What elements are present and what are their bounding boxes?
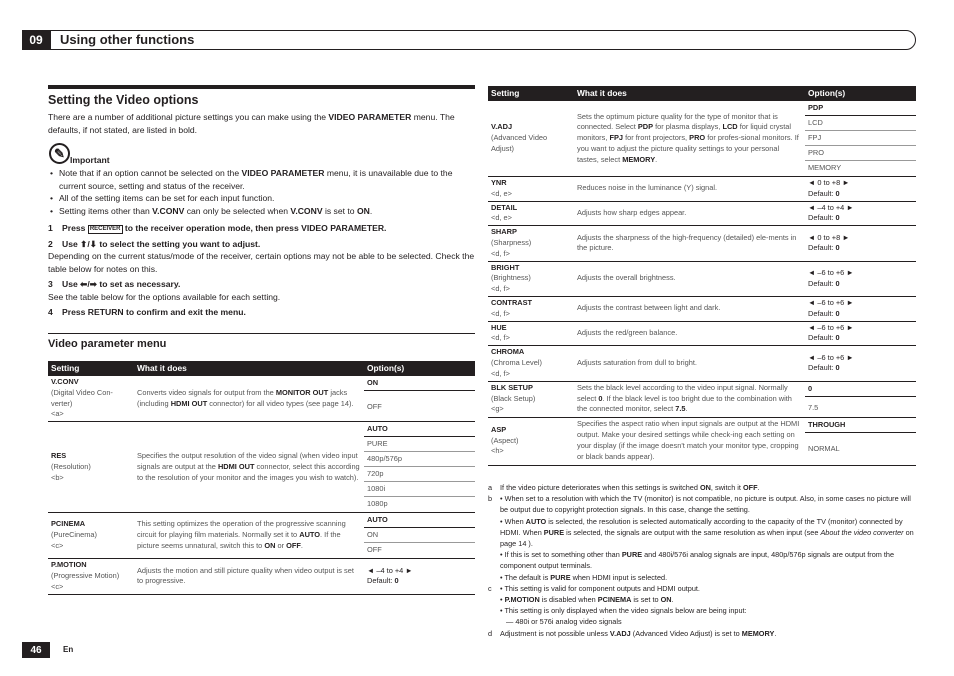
steps <box>48 222 476 319</box>
subsection-title: Video parameter menu <box>48 338 167 350</box>
video-parameter-table-left <box>48 361 475 595</box>
intro-text: There are a number of additional picture settings you can make using the VIDEO PARAMETER menu. The defaults, if not stated, are listed in bold. <box>48 112 455 135</box>
table-row: HUE <d, f> Adjusts the red/green balance. ◄ –6 to +6 ► Default: 0 <box>488 321 916 346</box>
receiver-key-icon: RECEIVER <box>89 226 121 232</box>
footnote-b-3: • If this is set to something other than PURE and 480i/576i analog signals are input, 480p/576p signals are output from the component output terminals. <box>500 550 895 571</box>
important-bullet: • All of the setting items can be set for each input function. <box>48 192 476 205</box>
footnote-c-2: • P.MOTION is disabled when PCINEMA is set to ON. <box>500 595 674 605</box>
footnote-b: b • When set to a resolution with which the TV (monitor) is not compatible, no picture is output. Also, in some cases no picture will be output due to copyright protection signals. In this case, change the setting. <box>488 494 911 515</box>
video-parameter-table-right <box>488 86 916 466</box>
footnote-d: d Adjustment is not possible unless V.ADJ (Advanced Video Adjust) is set to MEMORY. <box>488 628 777 638</box>
footnote-a: a If the video picture deteriorates when this settings is switched ON, switch it OFF. <box>488 483 760 492</box>
footnotes <box>488 482 918 639</box>
col-options: Option(s) <box>364 361 475 376</box>
important-bullet: • Setting items other than V.CONV can only be selected when V.CONV is set to ON. <box>48 205 476 218</box>
step-1: 1 Press RECEIVER to the receiver operation mode, then press VIDEO PARAMETER. <box>48 223 387 233</box>
table-row: P.MOTION (Progressive Motion) <c> Adjusts the motion and still picture quality when video output is set to progressive. ◄ –4 to +4 ► Default: 0 <box>48 559 475 594</box>
step-4: 4 Press RETURN to confirm and exit the menu. <box>48 307 246 317</box>
table-row: CHROMA (Chroma Level) <d, f> Adjusts saturation from dull to bright. ◄ –6 to +6 ► Default: 0 <box>488 346 916 381</box>
table-row: RES (Resolution) <b> Specifies the output resolution of the video signal (when video input signals are output at the HDMI OUT connector, select this according to the resolution of your monitor and the images you wish to watch). AUTO PURE 480p/576p 720p 1080i 1080p <box>48 422 475 513</box>
left-right-arrow-icon: ⬅/➡ <box>80 279 97 289</box>
table-row: ASP (Aspect) <h> Specifies the aspect ratio when input signals are output at the HDMI output. Make your desired settings while check-ing each setting on your display (if the image doesn't match your monitor type, cropping or black bands appear). THROUGH NORMAL <box>488 417 916 465</box>
step-3: 3 Use ⬅/➡ to set as necessary. <box>48 279 181 289</box>
table-row: BLK SETUP (Black Setup) <g> Sets the black level according to the video input signal. Normally select 0. If the black level is too bright due to the combination with the connected monitor, select 7.5. 0 7.5 <box>488 381 916 417</box>
col-options: Option(s) <box>805 86 916 101</box>
table-row: BRIGHT (Brightness) <d, f> Adjusts the overall brightness. ◄ –6 to +6 ► Default: 0 <box>488 261 916 296</box>
table-row: PCINEMA (PureCinema) <c> This setting optimizes the operation of the progressive scanning circuit for playing film materials. Normally set it to AUTO. If the picture seems unnatural, switch this to ON or OFF. AUTO ON OFF <box>48 513 475 559</box>
table-row: CONTRAST <d, f> Adjusts the contrast between light and dark. ◄ –6 to +6 ► Default: 0 <box>488 296 916 321</box>
subsection-rule <box>48 333 475 334</box>
page-number: 46 <box>22 642 50 658</box>
col-what: What it does <box>574 86 805 101</box>
step-3-desc: See the table below for the options available for each setting. <box>48 291 281 302</box>
col-setting: Setting <box>488 86 574 101</box>
footnote-b-4: • The default is PURE when HDMI input is selected. <box>500 572 668 582</box>
important-label: Important <box>70 155 110 165</box>
footnote-c: c • This setting is valid for component outputs and HDMI output. <box>488 583 700 593</box>
step-2-desc: Depending on the current status/mode of the receiver, certain options may not be able to be selected. Check the table below for notes on this. <box>48 251 475 274</box>
footnote-b-2: • When AUTO is selected, the resolution is selected automatically according to the capacity of the TV (monitor) connected by HDMI. When PURE is selected, the signals are output with the same resolution as when input (see About the video converter on page 14 ). <box>500 516 914 549</box>
important-icon: ✎ <box>49 143 70 164</box>
table-row: SHARP (Sharpness) <d, f> Adjusts the sharpness of the high-frequency (detailed) ele-ments in the picture. ◄ 0 to +8 ► Default: 0 <box>488 226 916 261</box>
table-row: DETAIL <d, e> Adjusts how sharp edges appear. ◄ –4 to +4 ► Default: 0 <box>488 201 916 226</box>
section-rule <box>48 85 475 89</box>
footnote-c-3: • This setting is only displayed when the video signals below are being input: <box>500 606 747 616</box>
col-what: What it does <box>134 361 364 376</box>
chapter-number: 09 <box>22 30 50 50</box>
important-notes <box>48 167 476 217</box>
language-code: En <box>63 645 74 654</box>
col-setting: Setting <box>48 361 134 376</box>
table-row: V.CONV (Digital Video Con-verter) <a> Converts video signals for output from the MONITOR OUT jacks (including HDMI OUT connector) for all video types (see page 14). ON OFF <box>48 376 475 422</box>
table-row: V.ADJ (Advanced Video Adjust) Sets the optimum picture quality for the type of monitor that is connected. Select PDP for plasma displays, LCD for liquid crystal monitors, FPJ for front projectors, PRO for profes-sional monitors. If you want to adjust the picture quality settings to your personal tastes, select MEMORY. PDP LCD FPJ PRO MEMORY <box>488 101 916 177</box>
footnote-c-4: — 480i or 576i analog video signals <box>506 617 622 627</box>
important-bullet: • Note that if an option cannot be selected on the VIDEO PARAMETER menu, it is unavailable due to the current source, setting and status of the receiver. <box>48 167 476 192</box>
up-down-arrow-icon: ⬆/⬇ <box>80 238 97 249</box>
section-title: Setting the Video options <box>48 93 199 107</box>
table-row: YNR <d, e> Reduces noise in the luminance (Y) signal. ◄ 0 to +8 ► Default: 0 <box>488 177 916 202</box>
chapter-title: Using other functions <box>50 30 916 50</box>
step-2: 2 Use ⬆/⬇ to select the setting you want to adjust. <box>48 238 261 249</box>
